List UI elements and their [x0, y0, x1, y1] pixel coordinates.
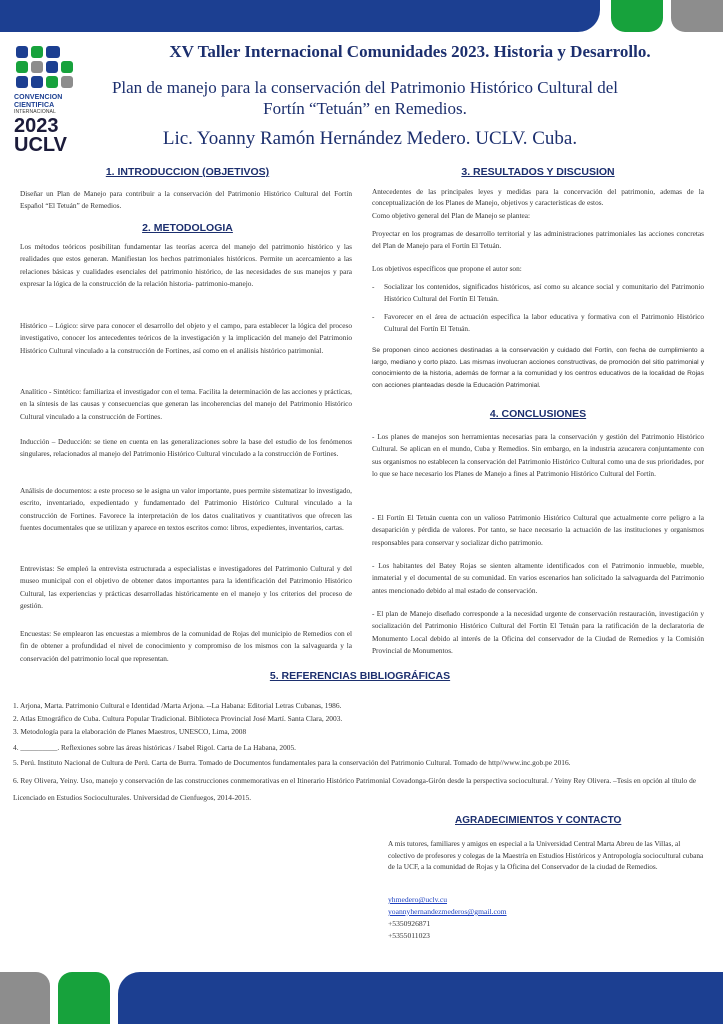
- results-general-objective: Proyectar en los programas de desarrollo territorial y las administraciones patrimoniales las acciones concretas del Plan de Manejo para el Fortín El Tetuán.: [372, 229, 704, 251]
- bottom-blue-band: [118, 972, 723, 1024]
- intro-heading: 1. INTRODUCCION (OBJETIVOS): [105, 166, 270, 178]
- acknowledgements-heading: AGRADECIMIENTOS Y CONTACTO: [455, 815, 622, 826]
- logo-year: 2023: [14, 115, 59, 137]
- results-heading: 3. RESULTADOS Y DISCUSION: [461, 166, 615, 178]
- method-paragraph: Encuestas: Se emplearon las encuestas a miembros de la comunidad de Rojas del municipio de Remedios con el fin de obtener a profundidad el nivel de conocimiento y compromiso de los mismos con la salvaguarda y la conservación del patrimonio local que representan.: [20, 629, 352, 663]
- results-bullet: [372, 281, 704, 306]
- results-bullet: [372, 311, 704, 336]
- acknowledgements-text: A mis tutores, familiares y amigos en especial a la Universidad Central Marta Abreu de las Villas, al colectivo de profesores y colegas de la Maestría en Estudios Históricos y Antropología sociocultural cubana de la UCF, a la comunidad de Rojas y la Oficina del Conservador de la ciudad de Remedios.: [388, 839, 704, 872]
- reference-item: 4. __________. Reflexiones sobre las áreas históricas / Isabel Rigol. Carta de La Habana, 2005.: [13, 743, 297, 752]
- bullet-text: Socializar los contenidos, significados históricos, así como su alcance social y comunitario del Patrimonio Histórico Cultural del Fortín El Tetuán.: [384, 282, 704, 304]
- contact-email-link[interactable]: yhmedero@uclv.cu: [388, 895, 448, 904]
- results-intro: Antecedentes de las principales leyes y medidas para la concervación del patrimonio, ademas de la conceptualización de los Planes de Manejo, objetivos y características de estos.: [372, 187, 704, 207]
- bullet-mark: -: [372, 312, 375, 321]
- conclusion-paragraph: - Los planes de manejos son herramientas necesarias para la conservación y gestión del Patrimonio Histórico Cultural. Se aplican en el mundo, Cuba y Remedios. Sin embargo, en la industria azucarera conjuntamente con sus organismos no establecen la conservación del Patrimonio Histórico Cultural como una de sus prioridades, por lo que se hace necesario los Planes de Manejo a fines al Patrimonio Histórico Cultural del Fortín.: [372, 432, 704, 479]
- bottom-green-block: [58, 972, 110, 1024]
- conclusions-heading: 4. CONCLUSIONES: [489, 408, 587, 420]
- logo-line1: CONVENCION: [14, 94, 63, 101]
- reference-item: 6. Rey Olivera, Yeiny. Uso, manejo y conservación de las construcciones conmemorativas en el Itinerario Histórico Patrimonial Covadonga-Girón desde la perspectiva sociocultural. / Yeiny Rey Olivera. –Tesis en opción al título de Licenciado en Estudios Socioculturales. Universidad de Cienfuegos, 2014-2015.: [13, 776, 697, 802]
- poster-subtitle: Plan de manejo para la conservación del Patrimonio Histórico Cultural del Fortín “Tetuán” en Remedios.: [111, 78, 619, 118]
- contact-email-link[interactable]: yoannyhernandezmederos@gmail.com: [388, 907, 507, 916]
- reference-item: 2. Atlas Etnográfico de Cuba. Cultura Popular Tradicional. Biblioteca Provincial José Martí. Santa Clara, 2003.: [13, 714, 343, 723]
- reference-item: 5. Perú. Instituto Nacional de Cultura de Perú. Carta de Burra. Tomado de Documentos fundamentales para la conservación del Patrimonio Cultural. Tomado de http//www.inc.gob.pe 2016.: [13, 758, 571, 767]
- bullet-text: Favorecer en el área de actuación específica la labor educativa y formativa con el Patrimonio Histórico Cultural del Fortín El Tetuán.: [384, 312, 704, 334]
- intro-text: Diseñar un Plan de Manejo para contribuir a la conservación del Patrimonio Histórico Cultural del Fortín Español “El Tetuán” de Remedios.: [20, 189, 352, 211]
- poster-title: XV Taller Internacional Comunidades 2023. Historia y Desarrollo.: [169, 42, 651, 61]
- conclusion-paragraph: - El Fortín El Tetuán cuenta con un valioso Patrimonio Histórico Cultural que actualmente corre peligro a la desaparición y pérdida de valores. Por tanto, se hace necesario la actuación de las instituciones y organismos responsables para conservar y socializar dicho patrimonio.: [372, 513, 704, 547]
- logo-org: UCLV: [14, 134, 67, 156]
- contact-phone: +5355011023: [388, 931, 430, 940]
- reference-item: 1. Arjona, Marta. Patrimonio Cultural e Identidad /Marta Arjona. --La Habana: Editorial Letras Cubanas, 1986.: [13, 701, 342, 710]
- results-actions: Se proponen cinco acciones destinadas a la conservación y cuidado del Fortín, con fecha de cumplimiento a largo, mediano y corto plazo. Las mismas involucran acciones constructivas, de promoción del sitio patrimonial y conocimiento de la historia, además de formar a la comunidad y los centros educativos de la localidad de Rojas con acciones planteadas desde la Educación Patrimonial.: [372, 347, 704, 389]
- convention-logo: [14, 46, 88, 155]
- method-paragraph: Analítico - Sintético: familiariza el investigador con el tema. Facilita la determinación de las acciones y prácticas, en la síntesis de las causas y consecuencias que generan las incoherencias del manejo del Patrimonio Histórico Cultural vinculado a la construcción de Fortines.: [20, 387, 352, 421]
- method-paragraph: Histórico – Lógico: sirve para conocer el desarrollo del objeto y el campo, para establecer la lógica del proceso investigativo, conocer los antecedentes teóricos de la investigación y la implicación del manejo del Patrimonio Histórico Cultural vinculado a la construcción de Fortines, así como en el análisis histórico patrimonial.: [20, 321, 352, 355]
- method-paragraph: Análisis de documentos: a este proceso se le asigna un valor importante, pues permite sistematizar lo investigado, escrito, inventariado, expedientado y fundamentado del Patrimonio Histórico Cultural vinculado a la construcción de Fortines. Favorece la interpretación de los datos cualitativos y cuantitativos que ofrecen las fuentes documentales que se utilizan y aparece en textos escritos como: libros, expedientes, inventarios, cartas.: [20, 486, 352, 533]
- contact-phone: +5350926871: [388, 919, 431, 928]
- conclusion-paragraph: - El plan de Manejo diseñado corresponde a la necesidad urgente de conservación restauración, investigación y socialización del Patrimonio Histórico Cultural del Fortín El Tetuán para la ratificación de la declaratoria de Monumento Local debido al interés de la Oficina del conservador de la Ciudad de Remedios y la Comisión Provincial de Monumentos.: [372, 609, 704, 656]
- logo-line3: INTERNACIONAL: [14, 109, 56, 115]
- bullet-mark: -: [372, 282, 375, 291]
- logo-line2: CIENTIFICA: [14, 101, 55, 109]
- method-paragraph: Inducción – Deducción: se tiene en cuenta en las generalizaciones sobre la base del estudio de los fenómenos singulares, relacionados al manejo del Patrimonio Histórico Cultural vinculado a la construcción de Fortines.: [20, 437, 352, 459]
- reference-item: 3. Metodología para la elaboración de Planes Maestros, UNESCO, Lima, 2008: [13, 727, 247, 736]
- method-paragraph: Entrevistas: Se empleó la entrevista estructurada a especialistas e investigadores del Patrimonio Cultural y del museo municipal con el objetivo de obtener datos importantes para la identificación del Patrimonio Histórico Cultural, las experiencias y prácticas desarrolladas históricamente en el manejo y los criterios del proceso de gestión.: [20, 564, 352, 611]
- bottom-gray-block: [0, 972, 50, 1024]
- logo-squares-icon: [16, 46, 74, 90]
- top-blue-band: [0, 0, 600, 32]
- poster-author: Lic. Yoanny Ramón Hernández Medero. UCLV. Cuba.: [162, 128, 578, 149]
- method-heading: 2. METODOLOGIA: [142, 222, 233, 234]
- results-specific-label: Los objetivos específicos que propone el autor son:: [372, 264, 522, 273]
- references-heading: 5. REFERENCIAS BIBLIOGRÁFICAS: [269, 670, 451, 682]
- method-paragraph: Los métodos teóricos posibilitan fundamentar las teorías acerca del manejo del patrimonio histórico y las realidades que estos generan. Manifiestan los hechos patrimoniales históricos. Permite un acercamiento a las relaciones básicas y cualidades esenciales del patrimonio histórico, de las necesidades de sus manejos y para expresar la lógica de la construcción de la relación historia- patrimonio-manejo.: [20, 242, 352, 289]
- conclusion-paragraph: - Los habitantes del Batey Rojas se sienten altamente identificados con el Patrimonio inmueble, mueble, inmaterial y el documental de su comunidad. En varios escenarios han solicitado la salvaguarda del Patrimonio antes mencionado debido al mal estado de conservación.: [372, 561, 704, 595]
- results-objective-label: Como objetivo general del Plan de Manejo se plantea:: [372, 211, 531, 220]
- top-gray-block: [671, 0, 723, 32]
- top-green-block: [611, 0, 663, 32]
